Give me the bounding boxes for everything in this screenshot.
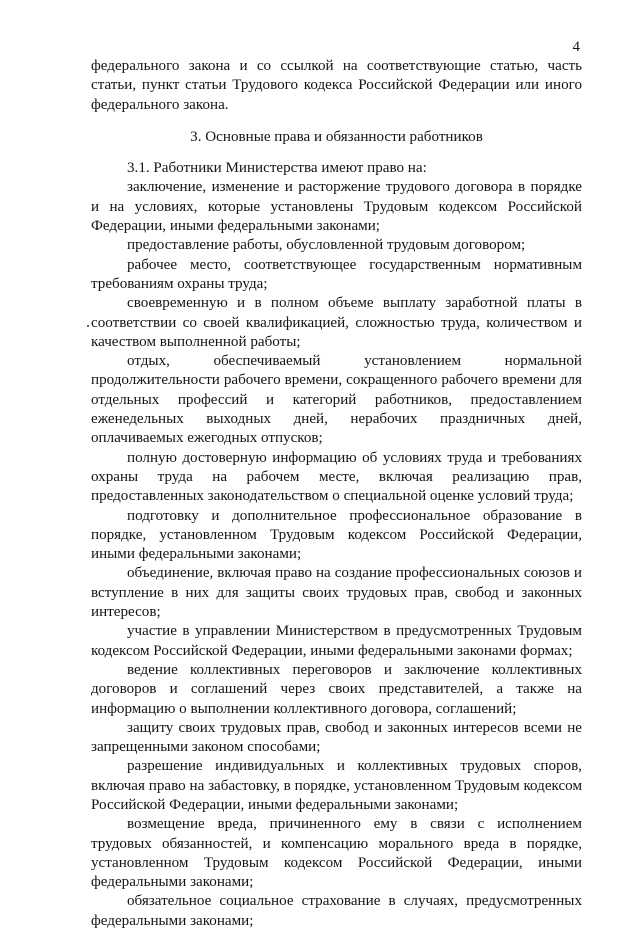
- right-item: разрешение индивидуальных и коллективных трудовых споров, включая право на забастовку, в порядке, установленном Трудовым кодексом Российской Федерации, иными федеральными законами;: [91, 758, 582, 813]
- right-item: участие в управлении Министерством в предусмотренных Трудовым кодексом Российской Федерации, иными федеральными законами формах;: [91, 623, 582, 659]
- right-item: предоставление работы, обусловленной трудовым договором;: [127, 237, 526, 254]
- right-item: заключение, изменение и расторжение трудового договора в порядке и на условиях, которые установлены Трудовым кодексом Российской Федерации, иными федеральными законами;: [91, 179, 582, 235]
- right-item: ведение коллективных переговоров и заключение коллективных договоров и соглашений через своих представителей, а также на информацию о выполнении коллективного договора, соглашений;: [91, 661, 582, 717]
- right-item: рабочее место, соответствующее государственным нормативным требованиям охраны труда;: [91, 256, 582, 292]
- right-item: полную достоверную информацию об условиях труда и требованиях охраны труда на рабочем месте, включая реализацию прав, предоставленных законодательством о специальной оценке условий труда;: [91, 449, 582, 505]
- page-number: 4: [572, 39, 580, 55]
- section-heading: 3. Основные права и обязанности работников: [190, 128, 483, 145]
- right-item: объединение, включая право на создание профессиональных союзов и вступление в них для защиты своих трудовых прав, свобод и законных интересов;: [91, 565, 582, 621]
- right-item: своевременную и в полном объеме выплату заработной платы в соответствии со своей квалификацией, сложностью труда, количеством и качеством выполненной работы;: [91, 295, 582, 350]
- section-lead: 3.1. Работники Министерства имеют право на:: [127, 160, 427, 177]
- right-item: возмещение вреда, причиненного ему в связи с исполнением трудовых обязанностей, и компенсацию морального вреда в порядке, установленном Трудовым кодексом Российской Федерации, иными федеральными законами;: [91, 816, 582, 891]
- right-item: подготовку и дополнительное профессиональное образование в порядке, установленном Трудовым кодексом Российской Федерации, иными федеральными законами;: [91, 507, 582, 563]
- right-item: защиту своих трудовых прав, свобод и законных интересов всеми не запрещенными законом способами;: [91, 719, 582, 756]
- right-item: обязательное социальное страхование в случаях, предусмотренных федеральными законами;: [91, 893, 582, 929]
- scan-mark: [87, 325, 89, 327]
- right-item: отдых, обеспечиваемый установлением нормальной продолжительности рабочего времени, сокращенного рабочего времени для отдельных профессий и категорий работников, предоставлением еженедельных выходных дней, нерабочих праздничных дней, оплачиваемых ежегодных отпусков;: [91, 353, 582, 447]
- intro-paragraph: федерального закона и со ссылкой на соответствующие статью, часть статьи, пункт статьи Трудового кодекса Российской Федерации или иного федерального закона.: [91, 58, 582, 113]
- document-body: [91, 57, 582, 931]
